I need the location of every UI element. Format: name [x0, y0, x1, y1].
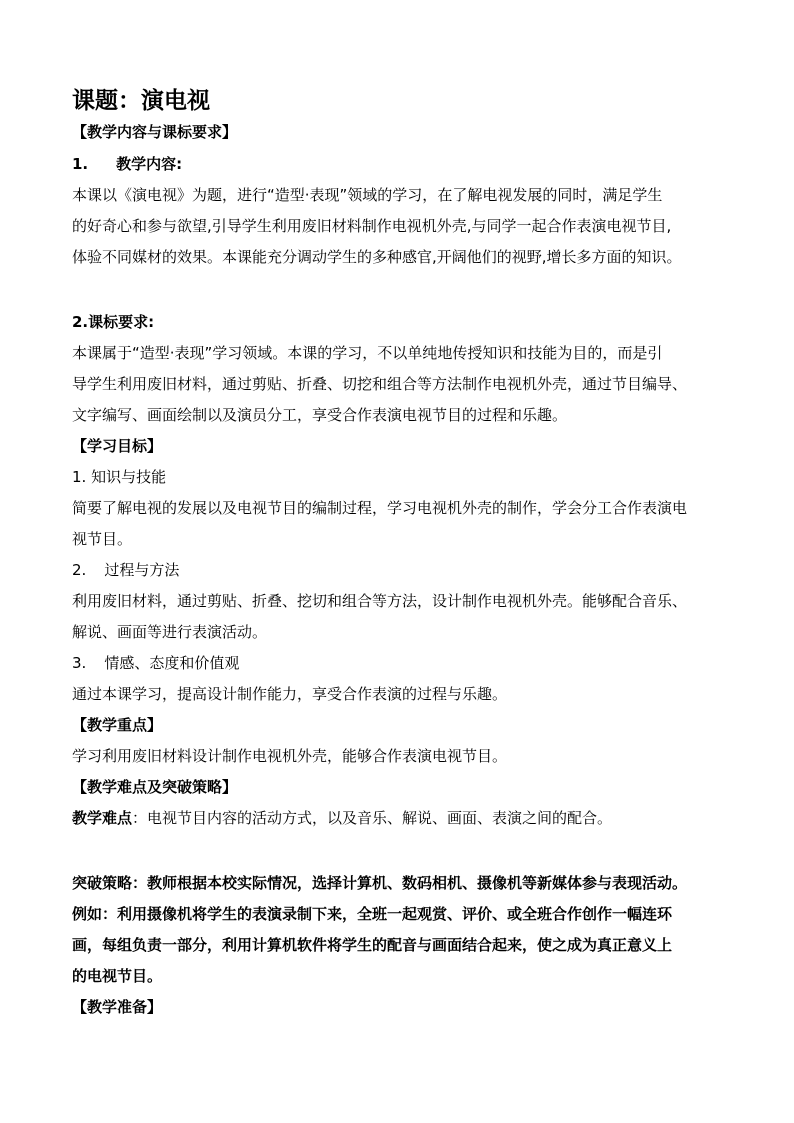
strategy-line-4: 的电视节目。	[72, 967, 163, 985]
heading-key-points: 【教学重点】	[72, 716, 163, 734]
heading-difficulties: 【教学难点及突破策略】	[72, 778, 238, 796]
section-1-label: 教学内容:	[116, 155, 183, 173]
paragraph-2-line-1: 本课属于“造型·表现”学习领域。本课的学习，不以单纯地传授知识和技能为目的，而是引	[72, 344, 663, 362]
strategy-line-1: 突破策略：教师根据本校实际情况，选择计算机、数码相机、摄像机等新媒体参与表现活动。	[72, 874, 688, 892]
goal-3-label: 情感、态度和价值观	[104, 654, 240, 672]
paragraph-1-line-2: 的好奇心和参与欲望,引导学生利用废旧材料制作电视机外壳,与同学一起合作表演电视节目,	[72, 217, 672, 235]
goal-3-number: 3.	[72, 654, 87, 672]
paragraph-1-line-1: 本课以《演电视》为题，进行“造型·表现”领域的学习，在了解电视发展的同时，满足学生	[72, 186, 663, 204]
section-1-heading	[72, 154, 182, 174]
goal-3-heading	[72, 653, 239, 673]
paragraph-2-line-3: 文字编写、画面绘制以及演员分工，享受合作表演电视节目的过程和乐趣。	[72, 406, 568, 424]
goal-2-number: 2.	[72, 561, 87, 579]
strategy-line-2: 例如：利用摄像机将学生的表演录制下来，全班一起观赏、评价、或全班合作创作一幅连环	[72, 905, 673, 923]
goal-2-label: 过程与方法	[104, 561, 180, 579]
goal-2-text-line-1: 利用废旧材料，通过剪贴、折叠、挖切和组合等方法，设计制作电视机外壳。能够配合音乐、	[72, 592, 688, 610]
paragraph-2-line-2: 导学生利用废旧材料，通过剪贴、折叠、切挖和组合等方法制作电视机外壳，通过节目编导、	[72, 375, 688, 393]
strategy-line-3: 画，每组负责一部分，利用计算机软件将学生的配音与画面结合起来，使之成为真正意义上	[72, 936, 673, 954]
difficulties-text: ：电视节目内容的活动方式，以及音乐、解说、画面、表演之间的配合。	[132, 809, 613, 827]
section-2-heading: 2.课标要求:	[72, 313, 155, 331]
heading-teaching-content: 【教学内容与课标要求】	[72, 123, 238, 141]
goal-1-text-line-2: 视节目。	[72, 530, 133, 548]
goal-2-heading	[72, 560, 179, 580]
heading-learning-goals: 【学习目标】	[72, 437, 163, 455]
key-points-text: 学习利用废旧材料设计制作电视机外壳，能够合作表演电视节目。	[72, 747, 508, 765]
paragraph-1-line-3: 体验不同媒材的效果。本课能充分调动学生的多种感官,开阔他们的视野,增长多方面的知识。	[72, 248, 682, 266]
difficulties-paragraph	[72, 808, 612, 828]
goal-1-heading: 1. 知识与技能	[72, 468, 167, 486]
heading-preparation: 【教学准备】	[72, 998, 163, 1016]
lesson-title: 课题：演电视	[72, 88, 210, 114]
difficulties-label: 教学难点	[72, 809, 133, 827]
section-1-number: 1.	[72, 155, 89, 173]
goal-2-text-line-2: 解说、画面等进行表演活动。	[72, 623, 268, 641]
goal-3-text: 通过本课学习，提高设计制作能力，享受合作表演的过程与乐趣。	[72, 685, 508, 703]
goal-1-text-line-1: 简要了解电视的发展以及电视节目的编制过程，学习电视机外壳的制作，学会分工合作表演电	[72, 499, 688, 517]
